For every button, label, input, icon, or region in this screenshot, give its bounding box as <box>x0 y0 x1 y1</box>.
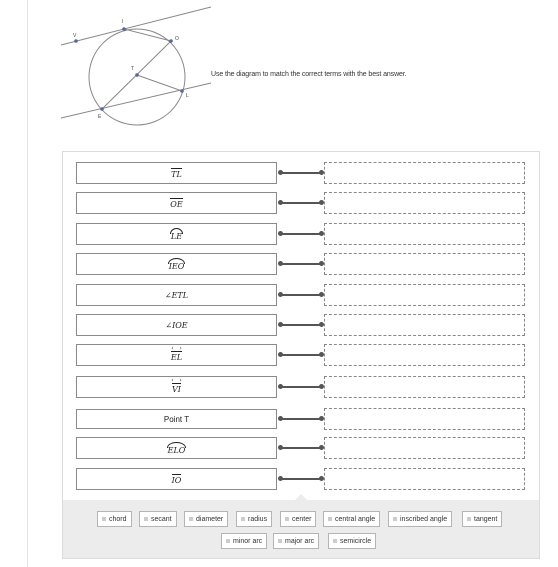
drop-target[interactable] <box>324 192 525 214</box>
connector <box>280 202 322 204</box>
chip-label: secant <box>151 515 172 523</box>
radius-tl <box>137 75 182 91</box>
drag-handle-icon <box>226 539 230 543</box>
chip-label: semicircle <box>340 537 372 545</box>
answer-chip-inscribed-angle[interactable] <box>388 511 452 527</box>
term-label: OE <box>170 197 182 209</box>
connector <box>280 263 322 265</box>
circle-diagram <box>58 4 213 128</box>
bank-pointer <box>294 494 308 501</box>
label-o: O <box>175 36 179 42</box>
answer-chip-central-angle[interactable] <box>323 511 380 527</box>
term-ieo[interactable] <box>76 253 277 275</box>
drop-target[interactable] <box>324 162 525 184</box>
point-v <box>74 39 78 43</box>
drag-handle-icon <box>278 539 282 543</box>
answer-chip-major-arc[interactable] <box>273 533 319 549</box>
drag-handle-icon <box>189 517 193 521</box>
answer-chip-semicircle[interactable] <box>328 533 376 549</box>
drag-handle-icon <box>285 517 289 521</box>
point-l <box>180 89 184 93</box>
left-divider <box>27 0 28 567</box>
answer-chip-center[interactable] <box>280 511 316 527</box>
drop-target[interactable] <box>324 284 525 306</box>
connector <box>280 447 322 449</box>
chip-label: central angle <box>335 515 376 523</box>
connector <box>280 386 322 388</box>
connector <box>280 418 322 420</box>
answer-chip-tangent[interactable] <box>462 511 502 527</box>
chip-label: center <box>292 515 312 523</box>
drag-handle-icon <box>144 517 148 521</box>
term-le[interactable] <box>76 223 277 245</box>
drop-target[interactable] <box>324 468 525 490</box>
drag-handle-icon <box>393 517 397 521</box>
term-label: ∠ETL <box>164 290 189 300</box>
answer-bank <box>63 500 539 558</box>
chip-label: diameter <box>196 515 224 523</box>
term-label: Point T <box>163 414 190 424</box>
secant-line-el <box>61 83 211 118</box>
drag-handle-icon <box>333 539 337 543</box>
term-el[interactable] <box>76 344 277 366</box>
point-t <box>135 73 139 77</box>
chip-label: radius <box>248 515 268 523</box>
drop-target[interactable] <box>324 344 525 366</box>
connector <box>280 172 322 174</box>
drag-handle-icon <box>467 517 471 521</box>
connector <box>280 324 322 326</box>
term-io[interactable] <box>76 468 277 490</box>
answer-chip-secant[interactable] <box>139 511 177 527</box>
instruction-text: Use the diagram to match the correct terms with the best answer. <box>211 71 407 78</box>
drop-target[interactable] <box>324 437 525 459</box>
chip-label: tangent <box>474 515 498 523</box>
label-e: E <box>98 114 102 120</box>
term-label: IO <box>172 473 182 485</box>
drop-target[interactable] <box>324 253 525 275</box>
drag-handle-icon <box>241 517 245 521</box>
connector <box>280 354 322 356</box>
label-i: I <box>122 19 124 25</box>
drag-handle-icon <box>102 517 106 521</box>
answer-chip-diameter[interactable] <box>184 511 228 527</box>
term-label: ELO <box>168 442 186 455</box>
drop-target[interactable] <box>324 376 525 398</box>
drop-target[interactable] <box>324 314 525 336</box>
connector <box>280 478 322 480</box>
drag-handle-icon <box>328 517 332 521</box>
drop-target[interactable] <box>324 223 525 245</box>
label-t: T <box>131 66 135 72</box>
term-vi[interactable] <box>76 376 277 398</box>
point-i <box>122 27 126 31</box>
term-etl[interactable] <box>76 284 277 306</box>
connector <box>280 233 322 235</box>
chip-label: chord <box>109 515 127 523</box>
term-point-t[interactable] <box>76 409 277 429</box>
answer-chip-radius[interactable] <box>236 511 272 527</box>
answer-chip-minor-arc[interactable] <box>221 533 267 549</box>
term-label: TL <box>171 167 182 179</box>
point-e <box>100 107 104 111</box>
term-label: LE <box>171 228 182 241</box>
chip-label: major arc <box>285 537 315 545</box>
tangent-line-vi <box>61 7 211 45</box>
term-tl[interactable] <box>76 162 277 184</box>
term-oe[interactable] <box>76 192 277 214</box>
label-v: V <box>73 33 77 39</box>
drop-target[interactable] <box>324 408 525 430</box>
circle <box>89 29 185 125</box>
term-label: IEO <box>169 258 185 271</box>
term-label: VI ‹ › <box>172 381 181 394</box>
term-ioe[interactable] <box>76 314 277 336</box>
connector <box>280 294 322 296</box>
chip-label: minor arc <box>233 537 263 545</box>
chip-label: inscribed angle <box>400 515 448 523</box>
point-o <box>169 39 173 43</box>
term-label: EL ‹ › <box>171 349 182 362</box>
term-elo[interactable] <box>76 437 277 459</box>
answer-chip-chord[interactable] <box>97 511 132 527</box>
term-label: ∠IOE <box>165 320 188 330</box>
chord-io <box>124 29 171 41</box>
label-l: L <box>186 93 189 99</box>
